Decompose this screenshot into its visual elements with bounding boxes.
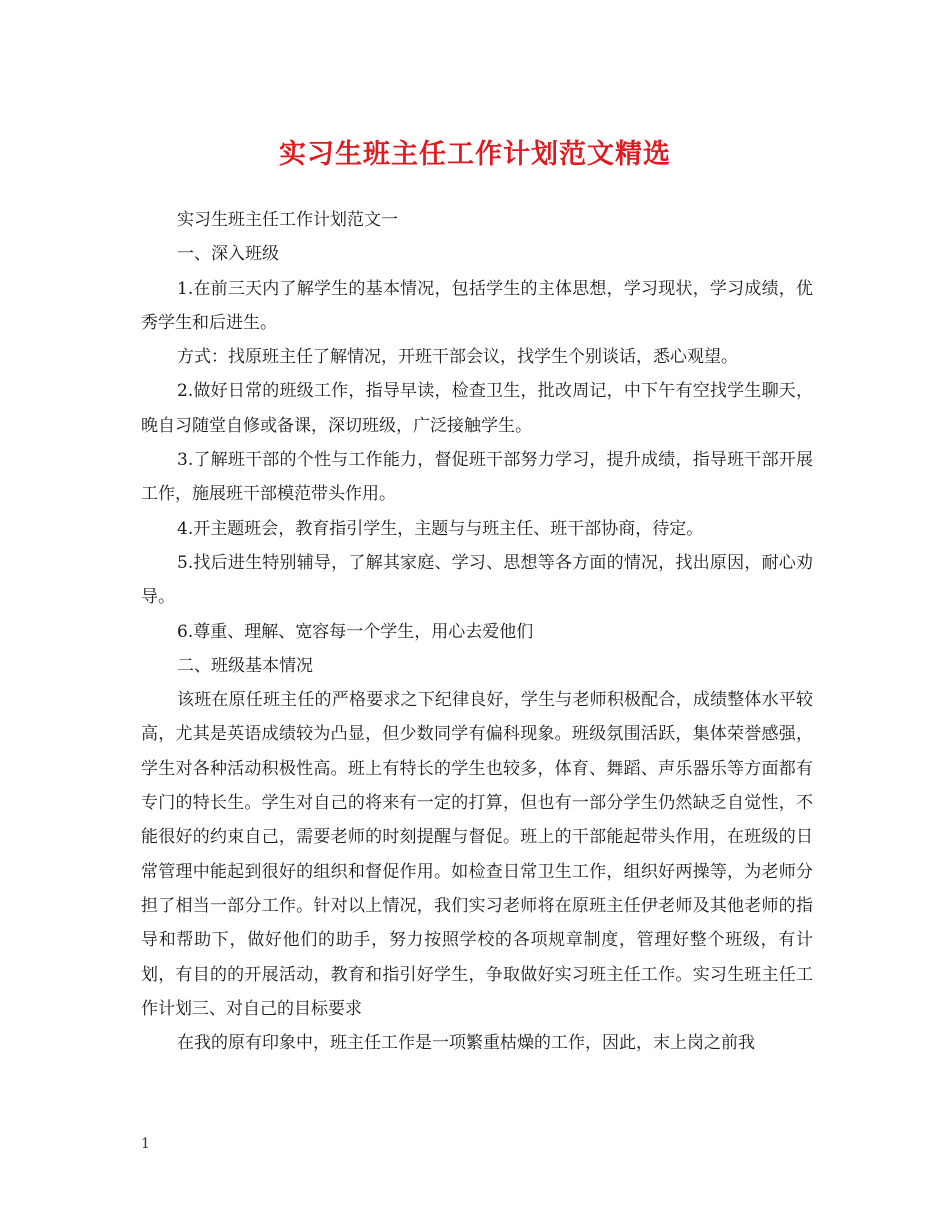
page-number: 1	[141, 1136, 150, 1152]
paragraph: 6.尊重、理解、宽容每一个学生，用心去爱他们	[177, 621, 534, 642]
paragraph: 在我的原有印象中，班主任工作是一项繁重枯燥的工作，因此，末上岗之前我	[177, 1033, 755, 1054]
paragraph: 该班在原任班主任的严格要求之下纪律良好，学生与老师积极配合，成绩整体水平较高，尤其是英语成绩较为凸显，但少数同学有偏科现象。班级氛围活跃，集体荣誉感强，学生对各种活动积极性高。班上有特长的学生也较多，体育、舞蹈、声乐器乐等方面都有专门的特长生。学生对自己的将来有一定的打算，但也有一部分学生仍然缺乏自觉性，不能很好的约束自己，需要老师的时刻提醒与督促。班上的干部能起带头作用，在班级的日常管理中能起到很好的组织和督促作用。如检查日常卫生工作，组织好两操等，为老师分担了相当一部分工作。针对以上情况，我们实习老师将在原班主任伊老师及其他老师的指导和帮助下，做好他们的助手，努力按照学校的各项规章制度，管理好整个班级，有计划，有目的的开展活动，教育和指引好学生，争取做好实习班主任工作。实习生班主任工作计划三、对自己的目标要求	[141, 690, 813, 1019]
paragraph: 4.开主题班会，教育指引学生，主题与与班主任、班干部协商，待定。	[177, 518, 704, 539]
paragraph: 1.在前三天内了解学生的基本情况，包括学生的主体思想，学习现状，学习成绩，优秀学生和后进生。	[141, 278, 813, 333]
section-heading-1: 一、深入班级	[177, 244, 279, 265]
paragraph: 3.了解班干部的个性与工作能力，督促班干部努力学习，提升成绩，指导班干部开展工作，施展班干部模范带头作用。	[141, 450, 813, 505]
document-title: 实习生班主任工作计划范文精选	[279, 139, 671, 170]
paragraph-subtitle: 实习生班主任工作计划范文一	[177, 210, 398, 230]
document-body	[141, 203, 813, 1060]
paragraph: 方式：找原班主任了解情况，开班干部会议，找学生个别谈话，悉心观望。	[177, 347, 738, 368]
paragraph: 5.找后进生特别辅导，了解其家庭、学习、思想等各方面的情况，找出原因，耐心劝导。	[141, 552, 813, 608]
paragraph: 2.做好日常的班级工作，指导早读，检查卫生，批改周记，中下午有空找学生聊天，晚自习随堂自修或备课，深切班级，广泛接触学生。	[141, 381, 813, 436]
section-heading-2: 二、班级基本情况	[177, 655, 313, 676]
